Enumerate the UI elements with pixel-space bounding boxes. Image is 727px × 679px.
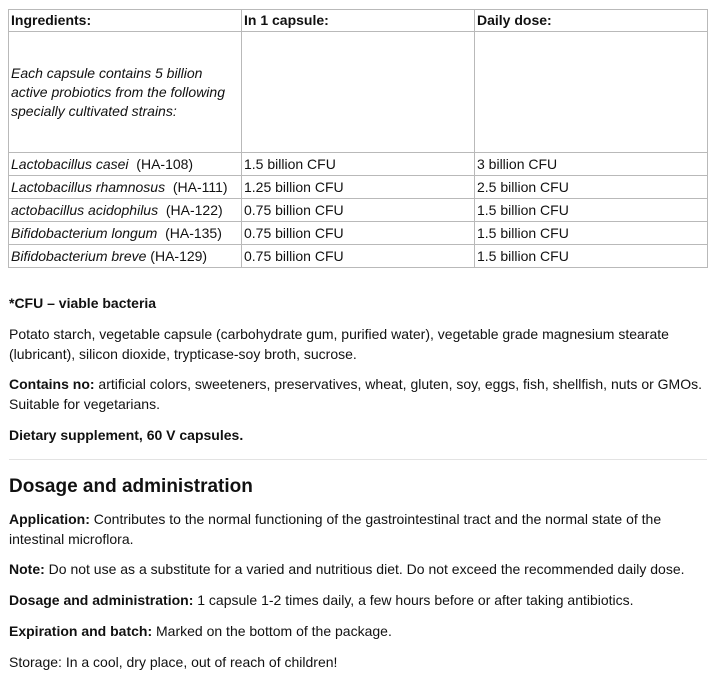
- per-capsule-value: 0.75 billion CFU: [242, 245, 475, 268]
- application-text: Contributes to the normal functioning of the gastrointestinal tract and the normal state of the intestinal microflora.: [9, 511, 662, 547]
- note-paragraph: [9, 559, 709, 579]
- table-header-row: [9, 10, 708, 32]
- strain-cell: [9, 245, 242, 268]
- strain-name: Bifidobacterium breve: [11, 247, 147, 264]
- header-daily-dose: Daily dose:: [475, 10, 708, 32]
- cfu-note: *CFU – viable bacteria: [9, 295, 157, 311]
- strain-cell: [9, 176, 242, 199]
- application-paragraph: [9, 509, 709, 549]
- strain-cell: [9, 153, 242, 176]
- note-text: Do not use as a substitute for a varied and nutritious diet. Do not exceed the recommended daily dose.: [44, 561, 685, 577]
- daily-dose-value: 1.5 billion CFU: [475, 199, 708, 222]
- header-per-capsule: In 1 capsule:: [242, 10, 475, 32]
- daily-dose-value: 1.5 billion CFU: [475, 222, 708, 245]
- strain-code: (HA-108): [136, 155, 194, 172]
- strain-name: Lactobacillus rhamnosus: [11, 178, 166, 195]
- table-row: [9, 199, 708, 222]
- intro-empty-cell: [242, 32, 475, 153]
- section-title: Dosage and administration: [9, 476, 253, 497]
- expiration-paragraph: [9, 621, 709, 641]
- expiration-label: Expiration and batch:: [9, 623, 153, 639]
- ingredients-table: [8, 9, 708, 268]
- table-row: [9, 153, 708, 176]
- intro-empty-cell: [475, 32, 708, 153]
- strain-code: (HA-129): [150, 247, 208, 264]
- other-ingredients-text: Potato starch, vegetable capsule (carbohydrate gum, purified water), vegetable grade magnesium stearate (lubricant), silicon dioxide, trypticase-soy broth, sucrose.: [9, 326, 669, 362]
- daily-dose-value: 2.5 billion CFU: [475, 176, 708, 199]
- header-ingredients: Ingredients:: [9, 10, 242, 32]
- supplement-text: Dietary supplement, 60 V capsules.: [9, 427, 244, 443]
- per-capsule-value: 1.25 billion CFU: [242, 176, 475, 199]
- per-capsule-value: 0.75 billion CFU: [242, 222, 475, 245]
- table-row: [9, 222, 708, 245]
- daily-dose-value: 3 billion CFU: [475, 153, 708, 176]
- strain-cell: [9, 199, 242, 222]
- application-label: Application:: [9, 511, 90, 527]
- daily-dose-value: 1.5 billion CFU: [475, 245, 708, 268]
- contains-no-paragraph: [9, 374, 709, 414]
- table-intro-row: [9, 32, 708, 153]
- strain-name: Bifidobacterium longum: [11, 224, 158, 241]
- per-capsule-value: 1.5 billion CFU: [242, 153, 475, 176]
- strain-code: (HA-122): [165, 201, 223, 218]
- storage-text: Storage: In a cool, dry place, out of reach of children!: [9, 654, 338, 670]
- table-row: [9, 176, 708, 199]
- contains-no-label: Contains no:: [9, 376, 95, 392]
- table-row: [9, 245, 708, 268]
- strain-code: (HA-135): [165, 224, 222, 241]
- strain-name: Lactobacillus casei: [11, 155, 129, 172]
- dosage-label: Dosage and administration:: [9, 592, 194, 608]
- strains-intro-text: Each capsule contains 5 billion active probiotics from the following specially cultivated strains:: [9, 32, 242, 153]
- per-capsule-value: 0.75 billion CFU: [242, 199, 475, 222]
- strain-code: (HA-111): [172, 178, 228, 195]
- dosage-text: 1 capsule 1-2 times daily, a few hours before or after taking antibiotics.: [193, 592, 634, 608]
- note-label: Note:: [9, 561, 45, 577]
- section-divider: [9, 459, 707, 460]
- expiration-text: Marked on the bottom of the package.: [152, 623, 392, 639]
- dosage-paragraph: [9, 590, 709, 610]
- strain-name: actobacillus acidophilus: [11, 201, 159, 218]
- contains-no-text: artificial colors, sweeteners, preservatives, wheat, gluten, soy, eggs, fish, shellfish, nuts or GMOs. Suitable for vegetarians.: [9, 376, 702, 412]
- strain-cell: [9, 222, 242, 245]
